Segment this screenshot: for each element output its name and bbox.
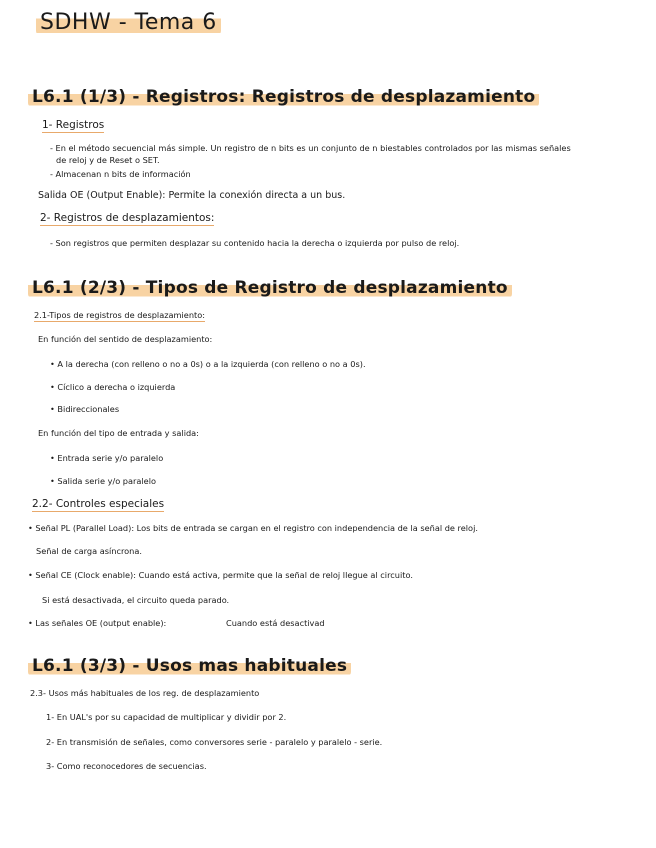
s1-bullet-1b: de reloj y de Reset o SET. — [56, 155, 160, 165]
s2-item-bidireccionales: • Bidireccionales — [50, 404, 120, 414]
s2-subheading-controles: 2.2- Controles especiales — [32, 498, 165, 510]
s2-item-entrada: • Entrada serie y/o paralelo — [50, 453, 164, 463]
s3-uso-secuencias: 3- Como reconocedores de secuencias. — [46, 761, 207, 771]
s2-senal-ce: • Señal CE (Clock enable): Cuando está activa, permite que la señal de reloj llegue al circuito. — [28, 570, 413, 580]
s2-senales-oe-desactivada: Cuando está desactivad — [226, 618, 325, 628]
s2-funcion-entrada-salida: En función del tipo de entrada y salida: — [38, 428, 199, 438]
s1-bullet-1a: - En el método secuencial más simple. Un registro de n bits es un conjunto de n biestables controlados por las mismas señales — [50, 143, 571, 153]
s3-subheading-usos: 2.3- Usos más habituales de los reg. de desplazamiento — [30, 688, 260, 698]
s1-salida-oe: Salida OE (Output Enable): Permite la conexión directa a un bus. — [38, 190, 346, 201]
s3-uso-transmision: 2- En transmisión de señales, como conversores serie - paralelo y paralelo - serie. — [46, 737, 383, 747]
s2-senal-ce-parado: Si está desactivada, el circuito queda parado. — [42, 595, 230, 605]
s1-bullet-3: - Son registros que permiten desplazar su contenido hacia la derecha o izquierda por pulso de reloj. — [50, 238, 460, 248]
s1-bullet-2: - Almacenan n bits de información — [50, 169, 191, 179]
s3-uso-ual: 1- En UAL's por su capacidad de multiplicar y dividir por 2. — [46, 712, 287, 722]
s2-item-derecha: • A la derecha (con relleno o no a 0s) o a la izquierda (con relleno o no a 0s). — [50, 359, 366, 369]
s2-funcion-sentido: En función del sentido de desplazamiento: — [38, 334, 213, 344]
section-3-heading: L6.1 (3/3) - Usos mas habituales — [28, 656, 351, 676]
s1-subheading-registros: 1- Registros — [42, 119, 105, 131]
s2-senales-oe: • Las señales OE (output enable): — [28, 618, 167, 628]
s2-senal-pl-async: Señal de carga asíncrona. — [36, 546, 142, 556]
s2-item-ciclico: • Cíclico a derecha o izquierda — [50, 382, 176, 392]
section-2-heading: L6.1 (2/3) - Tipos de Registro de desplazamiento — [28, 278, 512, 298]
s2-item-salida: • Salida serie y/o paralelo — [50, 476, 157, 486]
s1-subheading-desplazamientos: 2- Registros de desplazamientos: — [40, 212, 215, 224]
section-1-heading: L6.1 (1/3) - Registros: Registros de desplazamiento — [28, 87, 539, 107]
s2-senal-pl: • Señal PL (Parallel Load): Los bits de entrada se cargan en el registro con independencia de la señal de reloj. — [28, 523, 478, 533]
s2-subheading-tipos: 2.1-Tipos de registros de desplazamiento: — [34, 310, 205, 320]
page-title: SDHW - Tema 6 — [36, 10, 221, 35]
